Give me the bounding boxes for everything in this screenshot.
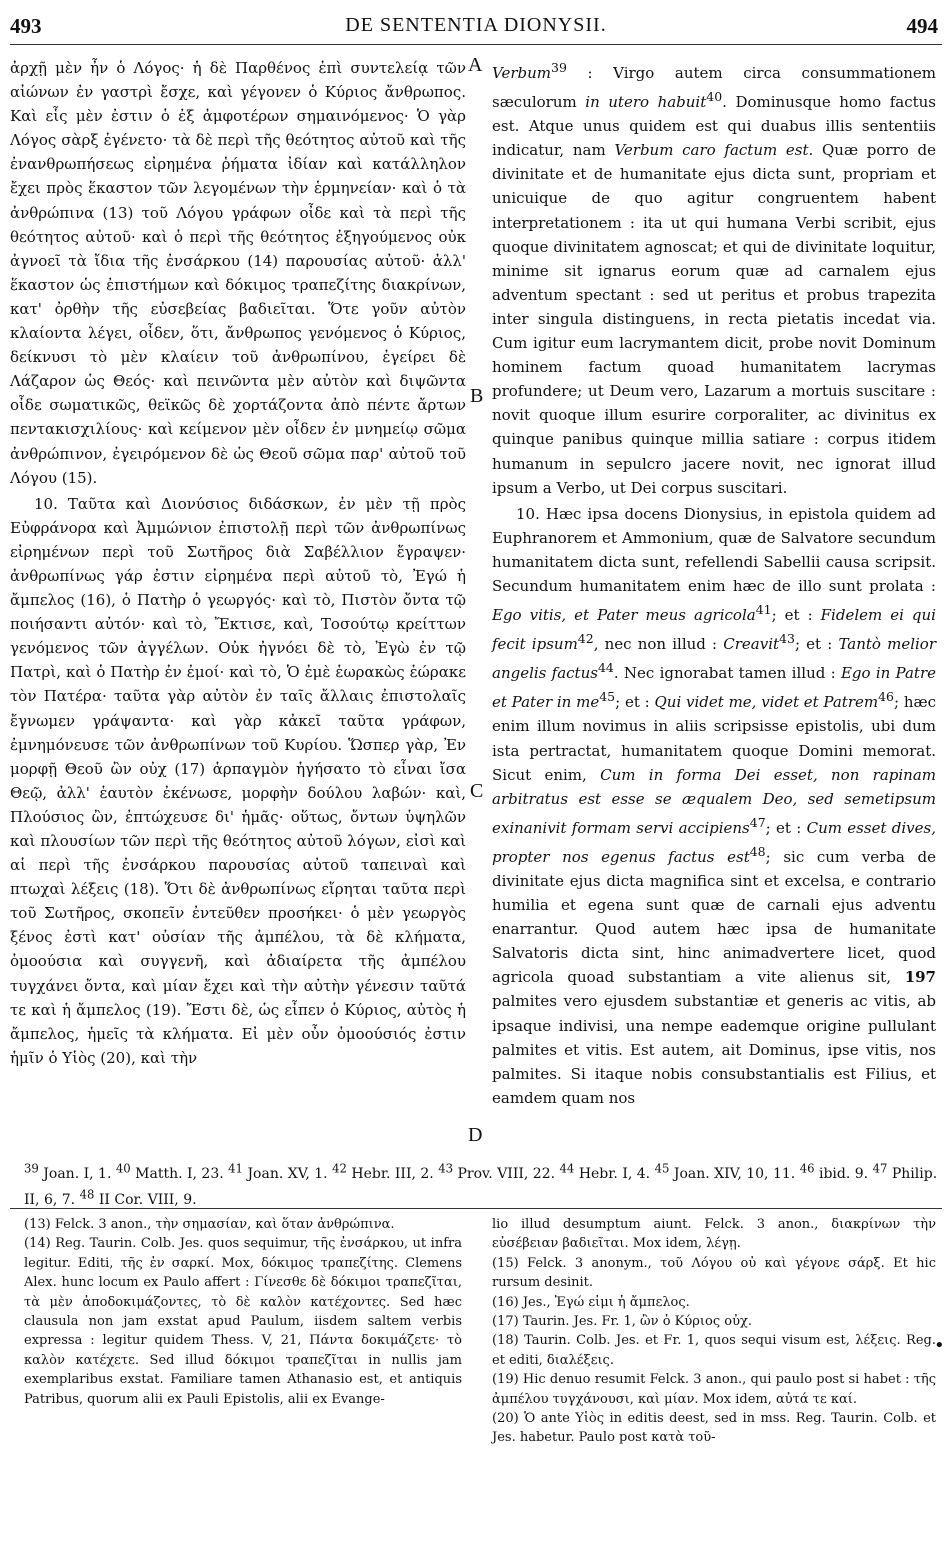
- ref-marker: 42: [577, 631, 594, 647]
- latin-quote: Qui videt me, videt et Patrem: [654, 693, 879, 712]
- latin-quote: Cum in forma Dei esset, non rapinam arbitratus est esse se æqualem Deo, sed semetipsum exinanivit formam servi accipiens: [492, 765, 937, 837]
- margin-marker-c: C: [470, 780, 484, 802]
- page-number-right: 494: [906, 14, 938, 38]
- latin-quote: Ego vitis, et Pater meus agricola: [492, 606, 756, 625]
- greek-column: [10, 56, 466, 1070]
- latin-text: Quæ porro de divinitate et de humanitate ejus dicta sunt, propriam et unicuique de quo agitur congruentem habent interpretationem : ita ut qui humana Verbi scribit, ejus quoque divinitatem agnoscat; et qui de divinitate loquitur, minime sit ignarus eorum quæ ad carnalem ejus adventum spectant : sed ut peritus et probus trapezita inter singula distinguens, in recta pietatis incedat via. Cum igitur eum lacrymantem dicit, probe novit Dominum hominem factum quoad humanitatem lacrymas profundere; ut Deum vero, Lazarum a mortuis suscitare : novit quoque illum esurire corporaliter, ac divinitus ex quinque panibus quinque millia satiare : corpus itidem humanum in sepulcro jacere novit, nec ignorat illud ipsum a Verbo, ut Dei corpus suscitari.: [492, 141, 936, 497]
- margin-marker-b: B: [470, 385, 484, 407]
- edition-page-number: 197: [904, 968, 936, 987]
- scripture-ref-number: 39: [24, 1161, 39, 1175]
- latin-quote: Tantò melior angelis factus: [492, 635, 936, 683]
- ref-marker: 46: [878, 689, 895, 705]
- ref-marker: 45: [599, 689, 616, 705]
- latin-text: ; hæc enim illum novimus in aliis scripsisse epistolis, ubi dum ista pertractat, humanitatem quoque Domini memorat. Sicut enim,: [492, 693, 937, 784]
- scripture-ref: [228, 1161, 328, 1182]
- latin-paragraph: [492, 56, 936, 500]
- scripture-ref-text: Joan. XV, 1.: [247, 1165, 328, 1182]
- latin-text: ; et :: [765, 818, 807, 837]
- latin-text: 10. Hæc ipsa docens Dionysius, in epistola quidem ad Euphranorem et Ammonium, quæ de Salvatore secundum humanitatem dicta sunt, refellendi Sabellii causa scripsit. Secundum humanitatem enim hæc de illo sunt prolata :: [492, 504, 936, 595]
- scripture-ref-text: Joan. XIV, 10, 11.: [673, 1165, 796, 1182]
- scripture-ref: [559, 1161, 651, 1182]
- latin-text: . Nec ignorabat tamen illud :: [613, 664, 841, 683]
- scripture-ref-text: ibid. 9.: [818, 1165, 869, 1182]
- latin-paragraph: [492, 502, 936, 1110]
- ref-marker: 40: [706, 89, 723, 105]
- critical-note: (13) Felck. 3 anon., τὴν σημασίαν, καὶ ὅταν ἀνθρώπινα.: [24, 1217, 395, 1232]
- scripture-ref-number: 48: [79, 1187, 95, 1202]
- latin-quote: in utero habuit: [585, 93, 707, 112]
- ref-marker: 43: [779, 631, 795, 647]
- scripture-ref-text: Hebr. I, 4.: [578, 1165, 651, 1182]
- scripture-ref: [115, 1161, 224, 1182]
- scripture-ref-text: Matth. I, 23.: [135, 1165, 224, 1182]
- scripture-ref-text: Philip. II, 6, 7.: [24, 1165, 938, 1209]
- latin-quote: Verbum: [492, 64, 551, 82]
- scripture-ref-number: 43: [438, 1161, 454, 1175]
- greek-paragraph: 10. Ταῦτα καὶ Διονύσιος διδάσκων, ἐν μὲν τῇ πρὸς Εὐφράνορα καὶ Ἀμμώνιον ἐπιστολῇ περὶ τῶν ἀνθρωπίνως εἰρημένων περὶ τοῦ Σωτῆρος διὰ Σαβέλλιον ἔγραψεν· ἀνθρωπίνως γάρ ἐστιν εἰρημένα περὶ αὐτοῦ τὸ, Ἐγώ ἡ ἄμπελος (16), ὁ Πατὴρ ὁ γεωργός· καὶ τὸ, Πιστὸν ὄντα τῷ ποιήσαντι αὐτόν· καὶ τὸ, Ἔκτισε, καὶ, Τοσούτῳ κρείττων γενόμενος τῶν ἀγγέλων. Οὐκ ἠγνόει δὲ τὸ, Ἐγὼ ἐν τῷ Πατρὶ, καὶ ὁ Πατὴρ ἐν ἐμοί· καὶ τὸ, Ὁ ἐμὲ ἑωρακὼς ἑώρακε τὸν Πατέρα· ταῦτα γὰρ αὐτὸν ἐν ταῖς ἄλλαις ἐπιστολαῖς ἔγνωμεν γράψαντα· καὶ γὰρ κἀκεῖ ταῦτα γράφων, ἐμνημόνευσε τῶν ἀνθρωπίνων τοῦ Κυρίου. Ὥσπερ γὰρ, Ἐν μορφῇ Θεοῦ ὢν οὐχ (17) ἁρπαγμὸν ἡγήσατο τὸ εἶναι ἴσα Θεῷ, ἀλλ' ἑαυτὸν ἐκένωσε, μορφὴν δούλου λαβών· καὶ, Πλούσιος ὢν, ἐπτώχευσε δι' ἡμᾶς· οὕτως, ὄντων ὑψηλῶν καὶ πλουσίων τῶν περὶ τῆς θεότητος αὐτοῦ λόγων, εἰσὶ καὶ αἱ περὶ τῆς ἐνσάρκου παρουσίας αὐτοῦ ταπειναὶ καὶ πτωχαὶ λέξεις (18). Ὅτι δὲ ἀνθρωπίνως εἴρηται ταῦτα περὶ τοῦ Σωτῆρος, σκοπεῖν ἐντεῦθεν προσήκει· ὁ μὲν γεωργὸς ξένος ἐστὶ κατ' οὐσίαν τῆς ἀμπέλου, τὰ δὲ κλήματα, ὁμοούσια καὶ συγγενῆ, καὶ ἀδιαίρετα τῆς ἀμπέλου τυγχάνει ὄντα, καὶ μίαν ἔχει καὶ τὴν αὐτὴν γένεσιν ταῦτά τε καὶ ἡ ἄμπελος (19). Ἔστι δὲ, ὡς εἶπεν ὁ Κύριος, αὐτὸς ἡ ἄμπελος, ἡμεῖς τὰ κλήματα. Εἰ μὲν οὖν ὁμοούσιός ἐστιν ἡμῖν ὁ Υἱὸς (20), καὶ τὴν: [10, 494, 466, 1067]
- latin-text: . Dominusque homo factus est. Atque unus quidem est qui duabus illis sententiis indicatur, nam: [492, 93, 936, 160]
- scripture-ref: [654, 1161, 796, 1182]
- scripture-ref-text: II Cor. VIII, 9.: [98, 1192, 197, 1209]
- ref-marker: 47: [749, 814, 766, 830]
- scripture-ref: [79, 1187, 197, 1209]
- scripture-ref-number: 40: [115, 1161, 131, 1175]
- critical-note: (20) Ὁ ante Υἱὸς in editis deest, sed in mss. Reg. Taurin. Colb. et Jes. habetur. Paulo post κατὰ τοῦ-: [492, 1411, 936, 1446]
- header-rule: [10, 44, 942, 45]
- latin-column: [492, 56, 936, 1110]
- scripture-ref-number: 44: [559, 1161, 575, 1175]
- greek-paragraph: ἀρχῇ μὲν ἦν ὁ Λόγος· ἡ δὲ Παρθένος ἐπὶ συντελείᾳ τῶν αἰώνων ἐν γαστρὶ ἔσχε, καὶ γέγονεν ὁ Κύριος ἄνθρωπος. Καὶ εἷς μὲν ἐστιν ὁ ἐξ ἀμφοτέρων σημαινόμενος· Ὁ γὰρ Λόγος σὰρξ ἐγένετο· τὰ δὲ περὶ τῆς θεότητος αὐτοῦ καὶ τῆς ἐνανθρωπήσεως εἰρημένα ῥήματα ἰδίαν καὶ κατάλληλον ἔχει πρὸς ἕκαστον τῶν λεγομένων τὴν ἑρμηνείαν· καὶ ὁ τὰ ἀνθρώπινα (13) τοῦ Λόγου γράφων οἶδε καὶ τὰ περὶ τῆς θεότητος αὐτοῦ· καὶ ὁ περὶ τῆς θεότητος ἐξηγούμενος οὐκ ἀγνοεῖ τὰ ἴδια τῆς ἐνσάρκου (14) παρουσίας αὐτοῦ· ἀλλ' ἕκαστον ὡς ἐπιστήμων καὶ δόκιμος τραπεζίτης διακρίνων, κατ' ὀρθὴν τῆς εὐσεβείας βαδιεῖται. Ὅτε γοῦν αὐτὸν κλαίοντα λέγει, οἶδεν, ὅτι, ἄνθρωπος γενόμενος ὁ Κύριος, δείκνυσι τὸ μὲν κλαίειν τοῦ ἀνθρωπίνου, ἐγείρει δὲ Λάζαρον ὡς Θεός· καὶ πεινῶντα μὲν αὐτὸν καὶ διψῶντα οἶδε σωματικῶς, θεϊκῶς δὲ χορτάζοντα ἀπὸ πέντε ἄρτων πεντακισχιλίους· καὶ κείμενον μὲν οἶδεν ἐν μνημείῳ σῶμα ἀνθρώπινον, ἐγειρόμενον δὲ ὡς Θεοῦ σῶμα παρ' αὐτοῦ τοῦ Λόγου (15).: [10, 59, 466, 487]
- ref-marker: 39: [551, 60, 567, 75]
- latin-quote: Ego in Patre et Pater in me: [492, 664, 936, 712]
- notes-rule: [10, 1208, 942, 1209]
- scripture-ref-text: Prov. VIII, 22.: [457, 1165, 556, 1182]
- critical-note: (14) Reg. Taurin. Colb. Jes. quos sequimur, τῆς ἐνσάρκου, ut infra legitur. Editi, τῆς ἐν σαρκί. Mox, δόκιμος τραπεζίτης. Clemens Alex. hunc locum ex Paulo affert : Γίνεσθε δὲ δόκιμοι τραπεζῖται, τὰ μὲν ἀποδοκιμάζοντες, τὸ δὲ καλὸν κατέχοντες. Sed hæc clausula non jam exstat apud Paulum, iisdem saltem verbis expressa : legitur quidem Thess. V, 21, Πάντα δοκιμάζετε· τὸ καλὸν κατέχετε. Sed illud δόκιμοι τραπεζῖται in nullis jam exemplaribus exstat. Familiare tamen Athanasio est, et antiquis Patribus, quorum alii ex Pauli Epistolis, alii ex Evange-: [24, 1236, 462, 1407]
- ref-marker: 48: [749, 843, 766, 859]
- scripture-ref-number: 42: [332, 1161, 347, 1175]
- scripture-ref-text: Joan. I, 1.: [43, 1165, 112, 1182]
- latin-quote: Verbum caro factum est.: [614, 141, 814, 160]
- page-header: [0, 14, 952, 44]
- latin-text: , nec non illud :: [593, 635, 724, 654]
- scripture-ref-number: 47: [872, 1161, 888, 1175]
- critical-note: (17) Taurin. Jes. Fr. 1, ὢν ὁ Κύριος οὐχ.: [492, 1314, 752, 1330]
- ref-marker: 41: [755, 602, 772, 618]
- scripture-ref-text: Hebr. III, 2.: [351, 1165, 434, 1182]
- critical-note: (16) Jes., Ἐγώ εἰμι ἡ ἄμπελος.: [492, 1294, 690, 1310]
- critical-note: (15) Felck. 3 anonym., τοῦ Λόγου οὐ καὶ γέγονε σάρξ. Et hic rursum desinit.: [492, 1255, 936, 1291]
- latin-text: : Virgo autem circa consummationem sæculorum: [492, 64, 936, 112]
- latin-text: ; sic cum verba de divinitate ejus dicta magnifica sint et excelsa, e contrario humilia et egena sunt quæ de carnali ejus adventu enarrantur. Quod autem hæc ipsa de humanitate Salvatoris dicta sint, hinc animadvertere licet, quod agricola quoad substantiam a vite alienus sit,: [492, 847, 936, 987]
- latin-text: ; et :: [615, 693, 655, 712]
- scripture-ref-number: 45: [654, 1161, 670, 1175]
- scripture-ref: [799, 1161, 869, 1182]
- latin-quote: Creavit: [723, 635, 780, 654]
- margin-marker-a: A: [468, 54, 483, 76]
- scripture-ref: [24, 1161, 112, 1182]
- stray-mark: •: [934, 1335, 945, 1356]
- ref-marker: 44: [597, 660, 614, 676]
- latin-quote: Fidelem ei qui fecit ipsum: [492, 606, 936, 654]
- latin-quote: Cum esset dives, propter nos egenus factus est: [492, 818, 936, 866]
- scripture-references: [24, 1158, 942, 1211]
- latin-text: ; et :: [794, 635, 839, 654]
- notes-right-column: [492, 1215, 936, 1448]
- critical-note: lio illud desumptum aiunt. Felck. 3 anon., διακρίνων τὴν εὐσέβειαν βαδιεῖται. Mox idem, λέγῃ.: [492, 1217, 936, 1252]
- running-title: DE SENTENTIA DIONYSII.: [345, 14, 607, 36]
- critical-note: (18) Taurin. Colb. Jes. et Fr. 1, quos sequi visum est, λέξεις. Reg. et editi, διαλέξεις.: [492, 1333, 936, 1368]
- scripture-ref: [332, 1161, 434, 1182]
- page-number-left: 493: [10, 14, 42, 38]
- scripture-ref: [438, 1161, 556, 1182]
- latin-text: ; et :: [771, 606, 821, 625]
- margin-marker-d: D: [468, 1124, 483, 1146]
- notes-left-column: [24, 1215, 462, 1409]
- scripture-ref-number: 41: [228, 1161, 243, 1175]
- critical-note: (19) Hic denuo resumit Felck. 3 anon., qui paulo post si habet : τῆς ἀμπέλου τυγχάνουσι, καὶ μίαν. Mox idem, αὐτά τε καί.: [492, 1372, 936, 1407]
- scripture-ref-number: 46: [799, 1161, 815, 1175]
- latin-text: palmites vero ejusdem substantiæ et generis ac vitis, ab ipsaque indivisi, una nempe eademque origine pullulant palmites et vitis. Est autem, ait Dominus, ipse vitis, nos palmites. Si itaque nobis consubstantialis est Filius, et eamdem quam nos: [492, 992, 936, 1107]
